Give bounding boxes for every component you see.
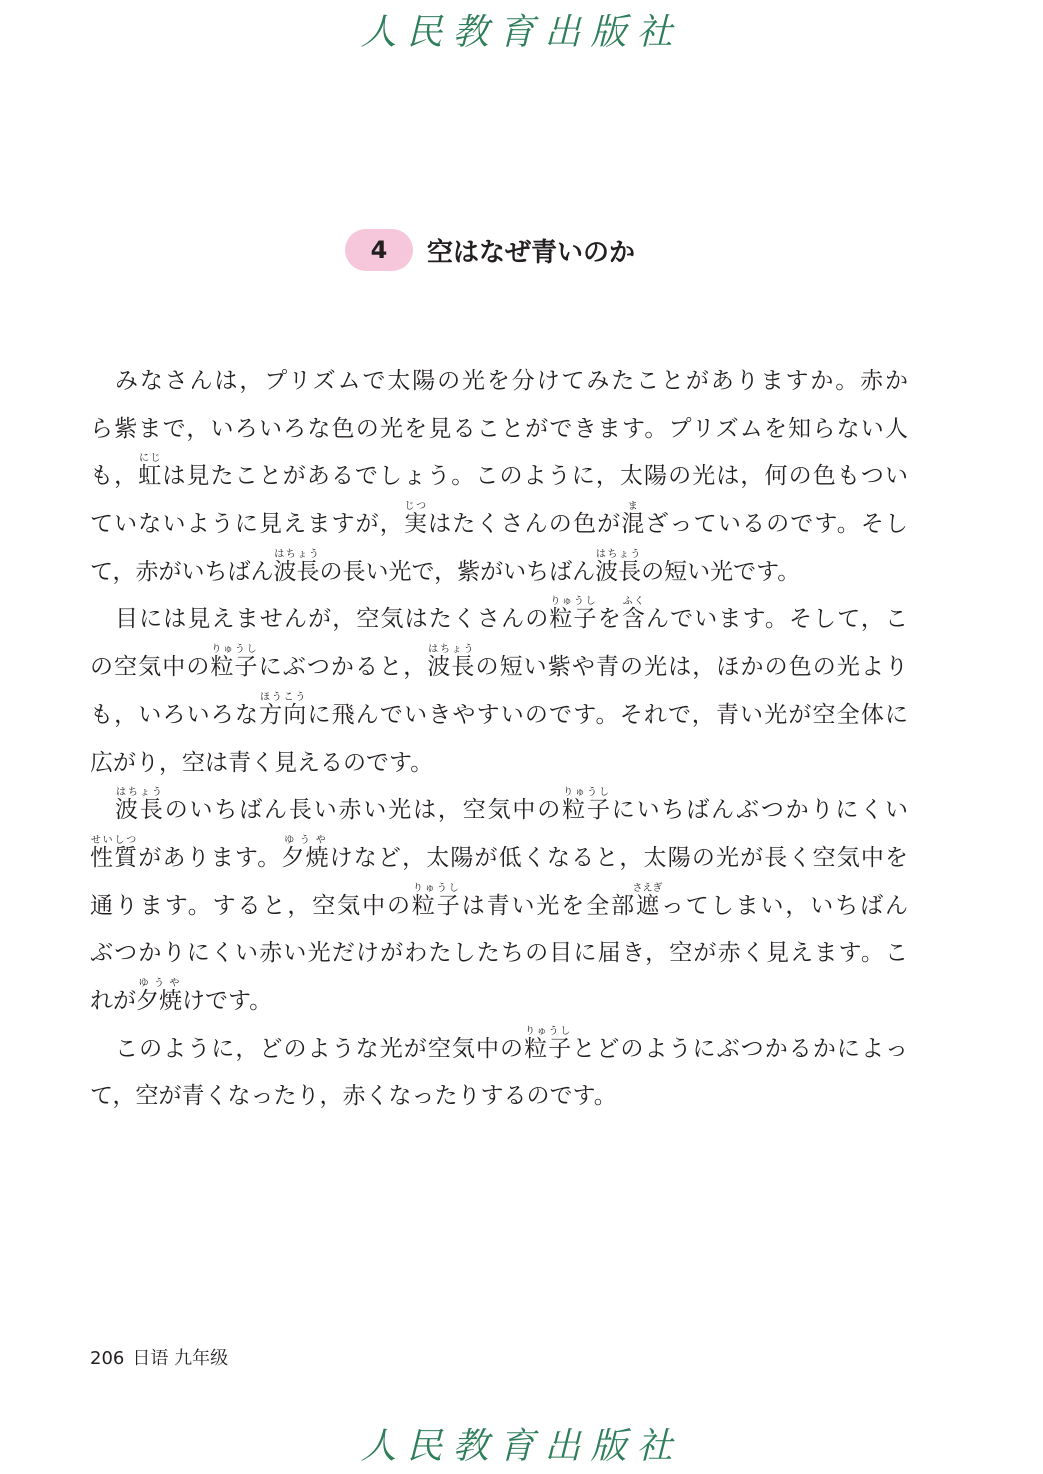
ruby-ryuushi: 粒子りゅうし <box>411 882 462 919</box>
page-number: 206 <box>90 1348 125 1369</box>
text-line: て，赤がいちばん波長はちょうの長い光で，紫がいちばん波長はちょうの短い光です。 <box>90 548 801 585</box>
ruby-hachou: 波長はちょう <box>595 548 642 585</box>
lesson-title: 空はなぜ青いのか <box>427 237 636 268</box>
publisher-watermark-bottom: 人民教育出版社 <box>360 1426 683 1467</box>
ruby-houkou: 方向ほうこう <box>259 691 308 728</box>
text-line: ぶつかりにくい赤い光だけがわたしたちの目に届き，空が赤く見えます。こ <box>90 940 908 967</box>
body-text <box>90 358 908 1121</box>
text-line: ら紫まで，いろいろな色の光を見ることができます。プリズムを知らない人 <box>90 415 908 442</box>
publisher-watermark-top: 人民教育出版社 <box>360 12 683 53</box>
lesson-heading <box>345 229 635 271</box>
ruby-fuku: 含ふく <box>621 596 646 633</box>
ruby-hachou: 波長はちょう <box>115 787 165 824</box>
ruby-ma: 混ま <box>621 501 646 538</box>
ruby-ryuushi: 粒子りゅうし <box>524 1025 573 1062</box>
text-line: 広がり，空は青く見えるのです。 <box>90 749 434 776</box>
text-line: 波長はちょうのいちばん長い赤い光は，空気中の粒子りゅうしにいちばんぶつかりにくい <box>115 787 909 824</box>
text-line: て，空が青くなったり，赤くなったりするのです。 <box>90 1083 617 1110</box>
lesson-number-badge: 4 <box>345 229 413 271</box>
ruby-yuuyake: 夕焼ゆうや <box>281 834 330 871</box>
text-line: このように，どのような光が空気中の粒子りゅうしとどのようにぶつかるかによっ <box>115 1025 908 1062</box>
ruby-ryuushi: 粒子りゅうし <box>549 596 598 633</box>
text-line: も，虹にじは見たことがあるでしょう。このように，太陽の光は，何の色もつい <box>90 453 909 490</box>
text-line: の空気中の粒子りゅうしにぶつかると，波長はちょうの短い紫や青の光は，ほかの色の光より <box>90 644 909 681</box>
ruby-ryuushi: 粒子りゅうし <box>562 787 612 824</box>
text-line: ていないように見えますが，実じつはたくさんの色が混まざっているのです。そし <box>90 501 909 538</box>
page-footer <box>90 1344 228 1370</box>
book-title: 日语 九年级 <box>132 1348 229 1369</box>
text-line: 性質せいしつがあります。夕焼ゆうやけなど，太陽が低くなると，太陽の光が長く空気中を <box>90 834 909 871</box>
ruby-hachou: 波長はちょう <box>273 548 320 585</box>
ruby-seishitsu: 性質せいしつ <box>90 834 139 871</box>
ruby-ryuushi: 粒子りゅうし <box>210 644 259 681</box>
text-line: みなさんは，プリズムで太陽の光を分けてみたことがありますか。赤か <box>115 368 908 394</box>
ruby-saegi: 遮さえぎ <box>632 882 663 919</box>
text-line: も，いろいろな方向ほうこうに飛んでいきやすいのです。それで，青い光が空全体に <box>90 691 909 728</box>
text-line: 目には見えませんが，空気はたくさんの粒子りゅうしを含ふくんでいます。そして，こ <box>115 596 909 633</box>
ruby-yuuyake: 夕焼ゆうや <box>136 977 182 1014</box>
ruby-hachou: 波長はちょう <box>427 644 476 681</box>
ruby-jitsu: 実じつ <box>403 501 429 538</box>
text-line: 通ります。すると，空気中の粒子りゅうしは青い光を全部遮さえぎってしまい，いちばん <box>90 882 909 919</box>
ruby-niji: 虹にじ <box>138 453 163 490</box>
text-line: れが夕焼ゆうやけです。 <box>90 977 273 1014</box>
